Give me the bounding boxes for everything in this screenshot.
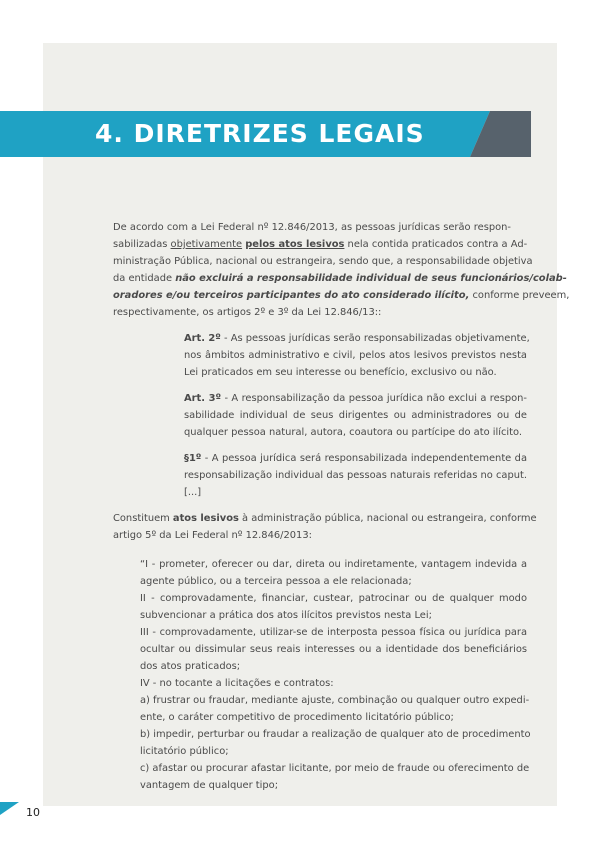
quote-line: dos atos praticados; [140,661,241,672]
paragraph-line: artigo 5º da Lei Federal nº 12.846/2013: [113,530,312,541]
quote-line: IV - no tocante a licitações e contratos: [140,678,334,689]
paragraph-line: da entidade não excluirá a responsabilidade individual de seus funcionários/colab- [113,273,567,284]
page-number: 10 [26,806,40,819]
quote-line: II - comprovadamente, financiar, custear, patrocinar ou de qualquer modo [140,593,527,604]
quote-line: nos âmbitos administrativo e civil, pelos atos lesivos previstos nesta [184,350,527,361]
quote-line: Art. 2º - As pessoas jurídicas serão responsabilizadas objetivamente, [184,333,530,344]
paragraph-line: sabilizadas objetivamente pelos atos lesivos nela contida praticados contra a Ad- [113,239,528,250]
quote-line: §1º - A pessoa jurídica será responsabilizada independentemente da [184,453,527,464]
quote-line: ente, o caráter competitivo de procedimento licitatório público; [140,712,454,723]
paragraph-line: respectivamente, os artigos 2º e 3º da Lei 12.846/13:: [113,307,382,318]
quote-line: a) frustrar ou fraudar, mediante ajuste, combinação ou qualquer outro expedi- [140,695,530,706]
paragraph-line: ministração Pública, nacional ou estrangeira, sendo que, a responsabilidade objetiva [113,256,533,267]
section-title: 4. DIRETRIZES LEGAIS [95,119,425,148]
quote-line: b) impedir, perturbar ou fraudar a realização de qualquer ato de procedimento [140,729,531,740]
quote-line: agente público, ou a terceira pessoa a ele relacionada; [140,576,412,587]
quote-line: III - comprovadamente, utilizar-se de interposta pessoa física ou jurídica para [140,627,527,638]
quote-line: qualquer pessoa natural, autora, coautora ou partícipe do ato ilícito. [184,427,523,438]
quote-line: Lei praticados em seu interesse ou benefício, exclusivo ou não. [184,367,497,378]
page-corner-accent [0,802,19,815]
quote-line: licitatório público; [140,746,229,757]
paragraph-line: De acordo com a Lei Federal nº 12.846/2013, as pessoas jurídicas serão respon- [113,222,511,233]
quote-line: [...] [184,487,202,498]
quote-line: responsabilização individual das pessoas naturais referidas no caput. [184,470,527,481]
quote-line: vantagem de qualquer tipo; [140,780,279,791]
quote-line: Art. 3º - A responsabilização da pessoa jurídica não exclui a respon- [184,393,527,404]
quote-line: “I - prometer, oferecer ou dar, direta ou indiretamente, vantagem indevida a [140,559,527,570]
quote-line: subvencionar a prática dos atos ilícitos previstos nesta Lei; [140,610,432,621]
quote-line: c) afastar ou procurar afastar licitante, por meio de fraude ou oferecimento de [140,763,530,774]
paragraph-line: Constituem atos lesivos à administração pública, nacional ou estrangeira, conforme [113,513,537,524]
quote-line: sabilidade individual de seus dirigentes ou administradores ou de [184,410,527,421]
paragraph-line: oradores e/ou terceiros participantes do ato considerado ilícito, conforme preveem, [113,290,570,301]
quote-line: ocultar ou dissimular seus reais interesses ou a identidade dos beneficiários [140,644,527,655]
